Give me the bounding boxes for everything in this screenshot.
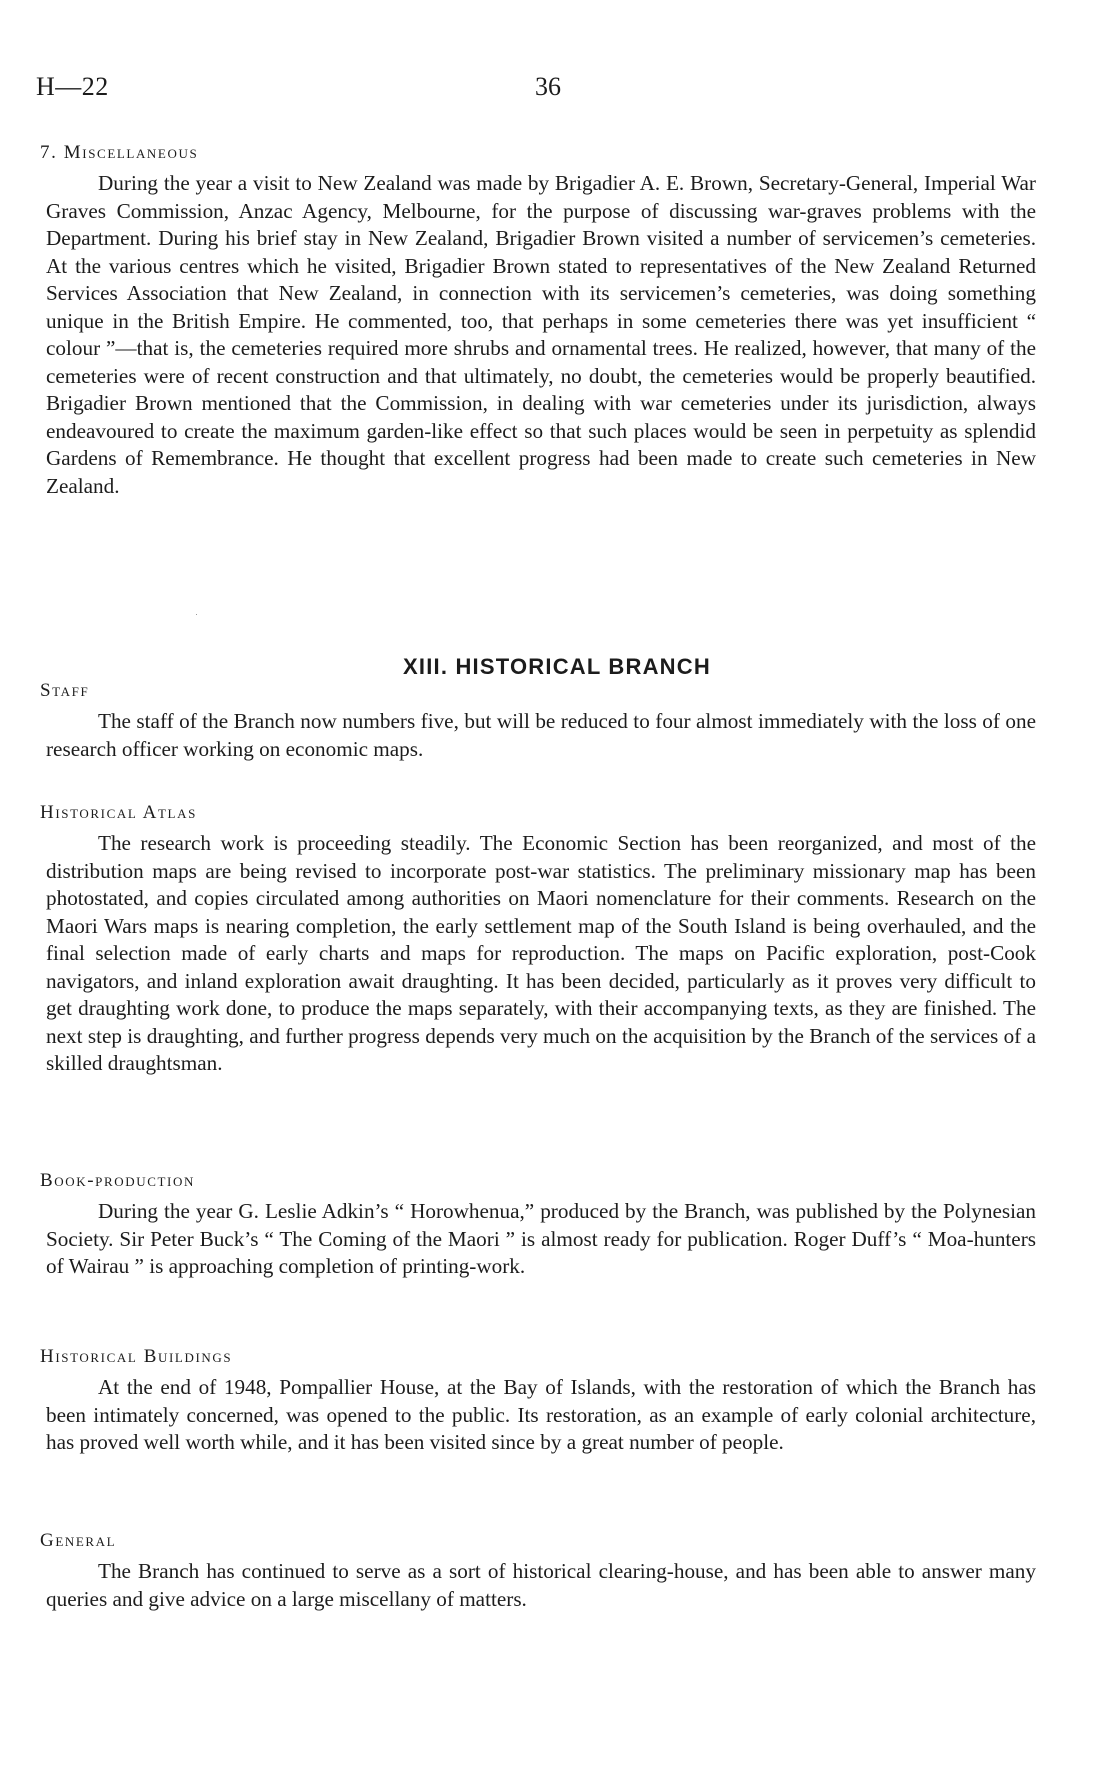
stray-mark [196,614,197,615]
staff-heading: Staff [40,680,90,701]
book-production-paragraph: During the year G. Leslie Adkin’s “ Horowhenua,” produced by the Branch, was published by the Polynesian Society. Sir Peter Buck’s “ The Coming of the Maori ” is almost ready for publication. Roger Duff’s “ Moa-hunters of Wairau ” is approaching completion of printing-work. [46,1199,1036,1278]
general-paragraph: The Branch has continued to serve as a sort of historical clearing-house, and has been able to answer many queries and give advice on a large miscellany of matters. [46,1559,1036,1611]
general-heading: General [40,1530,117,1551]
miscellaneous-heading: 7. Miscellaneous [40,142,199,163]
document-reference: H—22 [36,72,109,101]
historical-atlas-paragraph: The research work is proceeding steadily. The Economic Section has been reorganized, and most of the distribution maps are being revised to incorporate post-war statistics. The preliminary missionary map has been photostated, and copies circulated among authorities on Maori nomenclature for their comments. Research on the Maori Wars maps is nearing completion, the early settlement map of the South Island is being overhauled, and the final selection made of early charts and maps for reproduction. The maps on Pacific exploration, post-Cook navigators, and inland exploration await draughting. It has been decided, particularly as it proves very difficult to get draughting work done, to produce the maps separately, with their accompanying texts, as they are finished. The next step is draughting, and further progress depends very much on the acquisition by the Branch of the services of a skilled draughtsman. [46,831,1036,1075]
historical-buildings-heading: Historical Buildings [40,1346,233,1367]
book-production-heading: Book-production [40,1170,195,1191]
miscellaneous-paragraph: During the year a visit to New Zealand was made by Brigadier A. E. Brown, Secretary-General, Imperial War Graves Commission, Anzac Agency, Melbourne, for the purpose of discussing war-graves problems with the Department. During his brief stay in New Zealand, Brigadier Brown visited a number of servicemen’s cemeteries. At the various centres which he visited, Brigadier Brown stated to representatives of the New Zealand Returned Services Association that New Zealand, in connection with its servicemen’s cemeteries, was doing something unique in the British Empire. He commented, too, that perhaps in some cemeteries there was yet insufficient “ colour ”—that is, the cemeteries required more shrubs and ornamental trees. He realized, however, that many of the cemeteries were of recent construction and that ultimately, no doubt, the cemeteries would be properly beautified. Brigadier Brown mentioned that the Commission, in dealing with war cemeteries under its jurisdiction, always endeavoured to create the maximum garden-like effect so that such places would be seen in perpetuity as splendid Gardens of Remembrance. He thought that excellent progress had been made to create such cemeteries in New Zealand. [46,171,1036,498]
section-title: XIII. HISTORICAL BRANCH [403,654,711,679]
staff-paragraph: The staff of the Branch now numbers five, but will be reduced to four almost immediately with the loss of one research officer working on economic maps. [46,709,1036,761]
historical-atlas-heading: Historical Atlas [40,802,197,823]
historical-buildings-paragraph: At the end of 1948, Pompallier House, at the Bay of Islands, with the restoration of which the Branch has been intimately concerned, was opened to the public. Its restoration, as an example of early colonial architecture, has proved well worth while, and it has been visited since by a great number of people. [46,1375,1036,1454]
page-number: 36 [535,72,561,101]
